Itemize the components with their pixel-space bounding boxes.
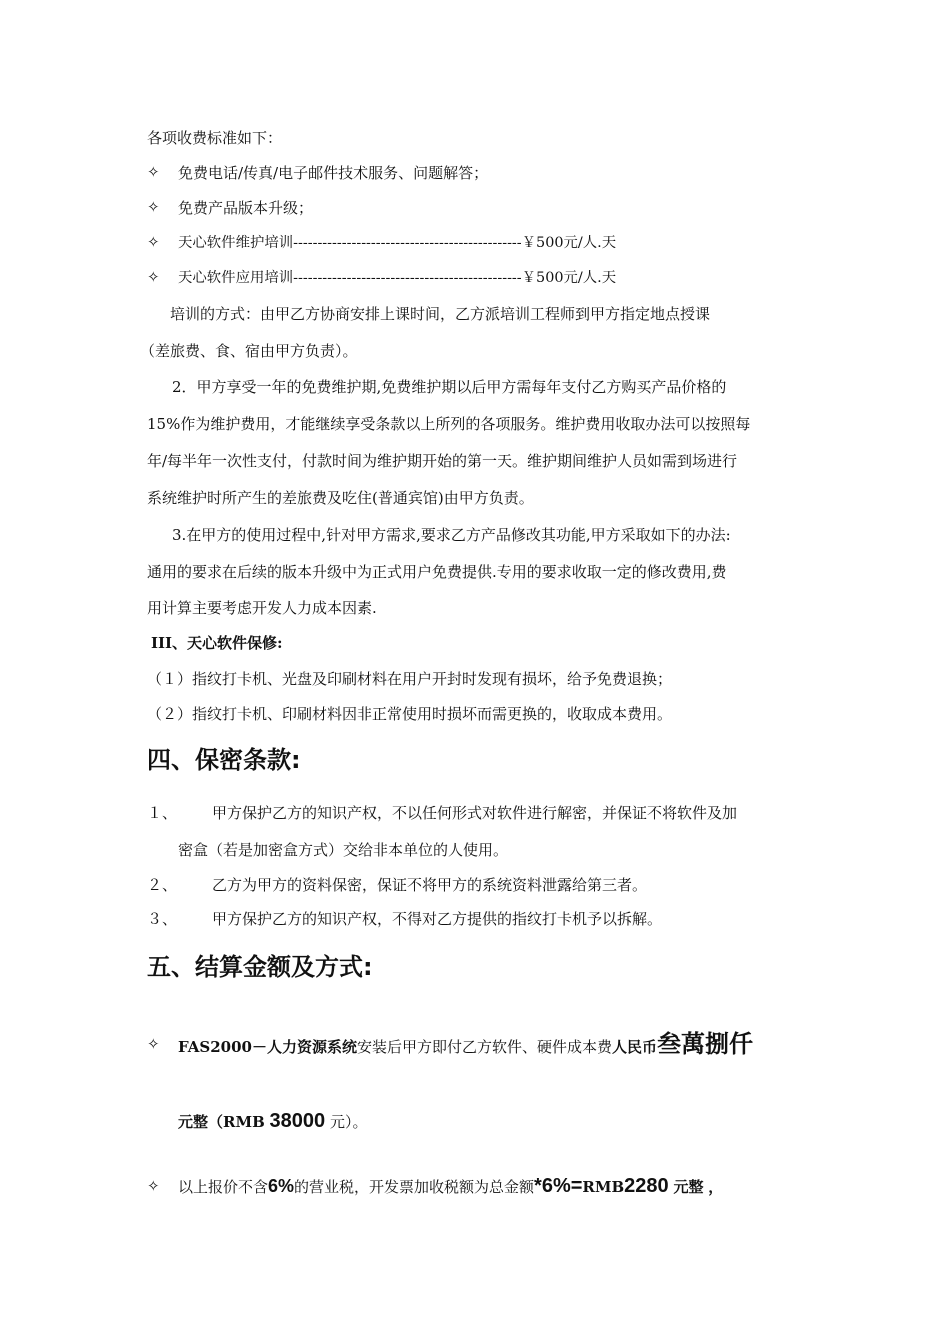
tax-formula: *6%=	[534, 1175, 583, 1197]
bullet-icon: ✧	[147, 268, 160, 286]
para2-line: 年/每半年一次性支付，付款时间为维护期开始的第一天。维护期间维护人员如需到场进行	[147, 452, 738, 470]
training-text: （差旅费、食、宿由甲方负责）。	[140, 342, 358, 360]
sec4-item: 甲方保护乙方的知识产权，不以任何形式对软件进行解密，并保证不将软件及加	[212, 804, 738, 822]
rmb-label: 人民币	[612, 1038, 658, 1056]
sec4-item: 乙方为甲方的资料保密，保证不将甲方的系统资料泄露给第三者。	[212, 876, 648, 894]
fee-item: 天心软件维护培训-----------------------------------------------￥500元/人.天	[178, 235, 617, 251]
section5-title: 五、结算金额及方式:	[147, 953, 373, 981]
tax-comma: ，	[708, 1178, 724, 1196]
bullet-icon: ✧	[147, 1035, 160, 1053]
tax-rmb: RMB	[582, 1178, 625, 1196]
para2-line: 15%作为维护费用，才能继续享受条款以上所列的各项服务。维护费用收取办法可以按照每	[147, 415, 751, 433]
fee-item: 免费电话/传真/电子邮件技术服务、问题解答；	[178, 164, 489, 182]
tax-amount: 2280	[624, 1175, 669, 1197]
para2-line: 系统维护时所产生的差旅费及吃住(普通宾馆)由甲方负责。	[147, 489, 534, 507]
para3-line: 用计算主要考虑开发人力成本因素.	[147, 599, 377, 617]
section4-title: 四、保密条款:	[147, 746, 301, 774]
settlement-line	[178, 1030, 753, 1062]
tax-line	[178, 1172, 723, 1201]
tax-text: 的营业税，开发票加收税额为总金额	[294, 1178, 535, 1196]
bullet-icon: ✧	[147, 1177, 160, 1195]
sec4-num: ３、	[147, 910, 178, 928]
tax-text: 以上报价不含	[178, 1178, 269, 1196]
amount-suffix: 元）。	[329, 1113, 368, 1131]
bullet-icon: ✧	[147, 198, 160, 216]
sec4-num: ２、	[147, 876, 178, 894]
fee-item: 天心软件应用培训-----------------------------------------------￥500元/人.天	[178, 270, 617, 286]
training-text: 培训的方式：由甲乙方协商安排上课时间，乙方派培训工程师到甲方指定地点授课	[170, 305, 711, 323]
warranty-item: （２）指纹打卡机、印刷材料因非正常使用时损坏而需更换的，收取成本费用。	[147, 705, 673, 723]
product-name: FAS2000－人力资源系统	[178, 1038, 357, 1056]
para3-line: 通用的要求在后续的版本升级中为正式用户免费提供.专用的要求收取一定的修改费用,费	[147, 563, 727, 581]
warranty-title: III、天心软件保修:	[151, 634, 283, 652]
bullet-icon: ✧	[147, 233, 160, 251]
sec4-num: １、	[147, 804, 178, 822]
fee-item: 免费产品版本升级；	[178, 199, 314, 217]
tax-unit: 元整	[673, 1178, 704, 1196]
sec4-item-cont: 密盒（若是加密盒方式）交给非本单位的人使用。	[178, 841, 509, 859]
warranty-item: （１）指纹打卡机、光盘及印刷材料在用户开封时发现有损坏，给予免费退换；	[147, 670, 673, 688]
para2-line: 2．甲方享受一年的免费维护期,免费维护期以后甲方需每年支付乙方购买产品价格的	[172, 378, 727, 396]
bullet-icon: ✧	[147, 163, 160, 181]
amount-number: 38000	[269, 1110, 326, 1132]
para3-line: 3.在甲方的使用过程中,针对甲方需求,要求乙方产品修改其功能,甲方采取如下的办法:	[172, 526, 731, 544]
amount-chinese: 叁萬捌仟	[657, 1031, 754, 1058]
sec4-item: 甲方保护乙方的知识产权，不得对乙方提供的指纹打卡机予以拆解。	[212, 910, 663, 928]
settlement-amount-line	[178, 1107, 367, 1136]
settlement-desc: 安装后甲方即付乙方软件、硬件成本费	[357, 1038, 613, 1056]
tax-rate: 6%	[268, 1176, 295, 1196]
fee-intro: 各项收费标准如下：	[147, 129, 283, 147]
amount-prefix: 元整（RMB	[178, 1113, 265, 1131]
